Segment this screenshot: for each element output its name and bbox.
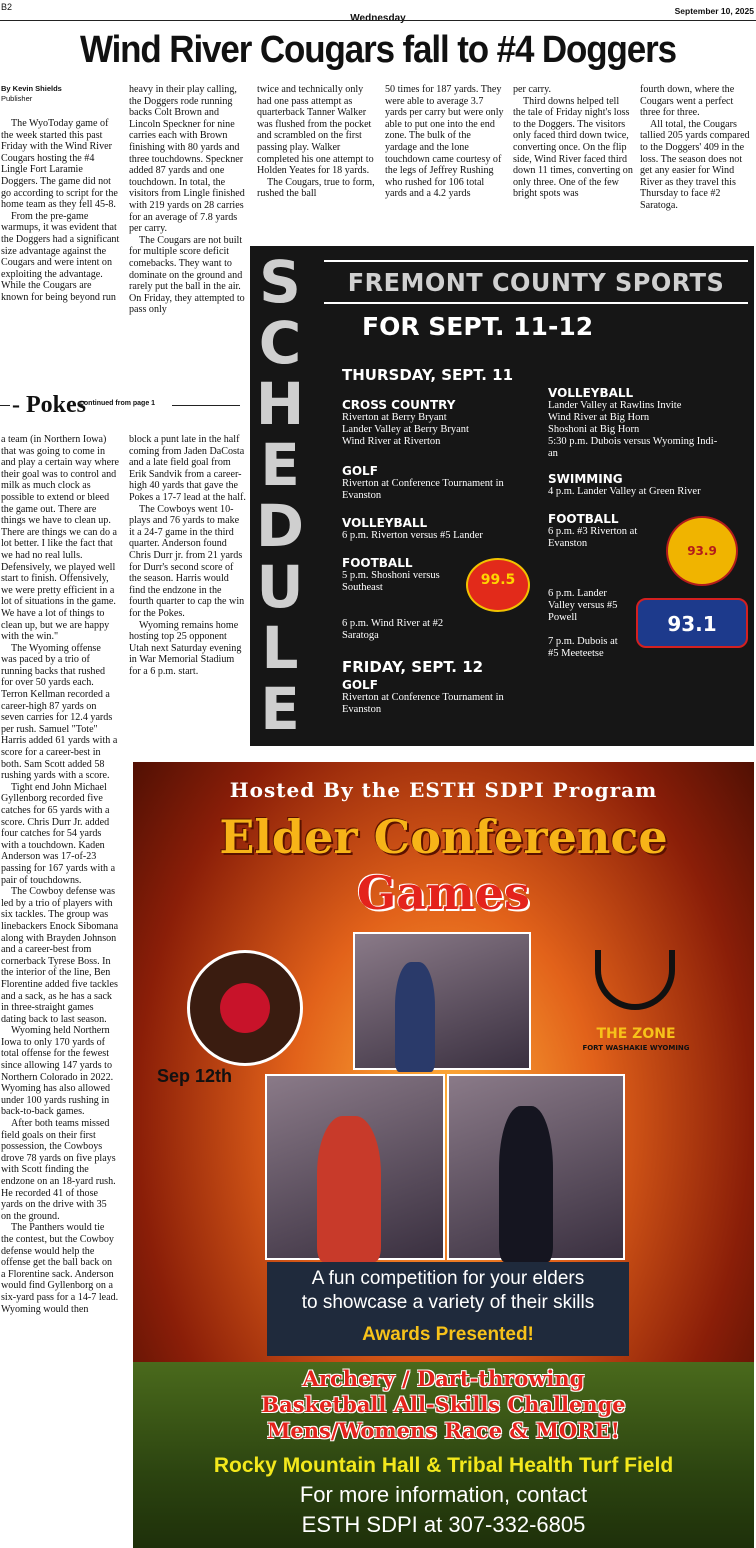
event-line: Riverton at Conference Tournament in (342, 692, 504, 703)
paragraph: The Cougars, true to form, rushed the ball (257, 176, 375, 200)
paragraph: Wyoming remains home hosting top 25 opponent Utah next Saturday evening in War Memorial Stadium for a 6 p.m. start. (129, 619, 242, 677)
paragraph: Wyoming held Northern Iowa to only 170 yards of total offense for the fewest since allowing 147 yards to Northern Colorado in 2022. Wyoming has also allowed under 100 yards rushing in back-to-back games. (1, 1025, 114, 1118)
pokes-column-1 (1, 434, 119, 1548)
logo-text: 99.5 (480, 572, 516, 588)
story-column-4 (385, 84, 505, 246)
sport-heading: VOLLEYBALL (548, 386, 634, 400)
story-column-3 (257, 84, 377, 246)
event-football-right-3 (548, 636, 638, 660)
schedule-vertical-title (252, 248, 308, 743)
activity-line: Mens/Womens Race & MORE! (267, 1418, 620, 1443)
byline-role: Publisher (1, 94, 33, 103)
awards-line: Awards Presented! (362, 1324, 534, 1345)
eastern-shoshone-seal (187, 950, 303, 1066)
ad-title: Elder Conference (219, 810, 668, 864)
page-number: B2 (1, 2, 13, 12)
sport-heading: FOOTBALL (342, 556, 413, 570)
event-date: Sep 12th (157, 1066, 233, 1086)
event-cross-country (342, 398, 532, 448)
event-line: Wind River at Big Horn (548, 412, 650, 423)
story-column-2 (129, 84, 247, 374)
event-line: 6 p.m. Riverton versus #5 Lander (342, 530, 483, 541)
event-line: Evanston (548, 538, 588, 549)
sport-heading: FOOTBALL (548, 512, 619, 526)
event-line: Powell (548, 612, 578, 623)
photo-figure (395, 962, 435, 1072)
sport-heading: GOLF (342, 678, 378, 692)
ad-hosted-by: Hosted By the ESTH SDPI Program (229, 778, 658, 802)
vertical-letter: H (255, 370, 305, 438)
activity-line: Archery / Dart-throwing (302, 1366, 585, 1391)
vertical-letter: D (255, 492, 305, 560)
paragraph: fourth down, where the Cougars went a perfect three for three. (640, 84, 735, 119)
event-line: 6 p.m. Lander (548, 588, 607, 599)
paragraph: The Panthers would tie the contest, but the Cowboy defense would help the offense get the ball back on a Florentine sack. Anderson would find Gyllenborg on a six-yard pass for a 14-7 lead. Wyoming would then (1, 1222, 119, 1315)
photo-figure (499, 1106, 553, 1262)
rule (0, 405, 10, 406)
paragraph: heavy in their play calling, the Doggers rode running backs Colt Brown and Lincoln Speckner for nine carries each with Brown finishing with 80 yards and three touchdowns. Speckner added 87 yards and one touchdown. In total, the visitors from Lingle finished with 219 yards on 28 carries for an average of 7.8 yards per carry. (129, 84, 245, 235)
event-line: 6 p.m. #3 Riverton at (548, 526, 638, 537)
bull-horns-icon (595, 950, 675, 1010)
rule (172, 405, 240, 406)
rule (324, 302, 748, 304)
paragraph: All total, the Cougars tallied 205 yards compared to the Doggers' 409 in the loss. The season does not get any easier for Wind River as they travel this Thursday to face #2 Saratoga. (640, 118, 750, 211)
photo-archery (447, 1074, 625, 1260)
elder-conference-ad (133, 762, 754, 1548)
event-line: Evanston (342, 490, 382, 501)
vertical-letter: S (259, 248, 301, 316)
event-line: 6 p.m. Wind River at #2 (342, 618, 444, 629)
logo-text: 93.9 (687, 544, 717, 558)
zone-name: THE ZONE (596, 1026, 676, 1042)
paragraph: The Cowboy defense was led by a trio of players with six tackles. The group was linebackers Enock Sibomana along with Brayden Johnson and a career-best from cornerback Tyrese Boss. In the interior of the line, Ben Florentine added five tackles and a sack, as he has a sack in three-straight games dating back to last season. (1, 886, 119, 1025)
schedule-subtitle: FOR SEPT. 11-12 (362, 312, 594, 341)
header-rule (0, 20, 756, 21)
event-line: #5 Meeteetse (548, 648, 604, 659)
event-line: 4 p.m. Lander Valley at Green River (548, 486, 701, 497)
sport-heading: VOLLEYBALL (342, 516, 428, 530)
event-line: Valley versus #5 (548, 600, 618, 611)
byline-name: By Kevin Shields (1, 84, 62, 93)
event-line: Wind River at Riverton (342, 436, 441, 447)
vertical-letter: E (260, 675, 300, 743)
sports-schedule (250, 246, 754, 746)
paragraph: The WyoToday game of the week started this past Friday with the Wind River Cougars hosting the #4 Lingle Fort Laramie Doggers. The game did not go according to script for the home team as they fell 45-8. (1, 118, 118, 211)
rule (324, 260, 748, 262)
photo-basketball (353, 932, 531, 1070)
paragraph: The Cougars are not built for multiple score deficit comebacks. They want to dominate on the ground and rarely put the ball in the air. On Friday, they attempted to pass only (129, 234, 245, 316)
event-line: Saratoga (342, 630, 379, 641)
description-panel (267, 1262, 629, 1356)
paragraph: The Cowboys went 10-plays and 76 yards to make it a 24-7 game in the third quarter. Anderson found Chris Durr jr. from 21 yards for Durr's second score of the season. Harris would find the endzone in the fourth quarter to cap the win for the Pokes. (129, 503, 245, 619)
story-column-6 (640, 84, 755, 246)
ad-title-games: Games (357, 866, 530, 920)
pokes-jump-label (0, 392, 248, 418)
event-line: 5 p.m. Shoshoni versus (342, 570, 440, 581)
event-football-right-2 (548, 588, 638, 624)
schedule-title: FREMONT COUNTY SPORTS (347, 268, 725, 297)
photo-figure (317, 1116, 381, 1262)
event-line: Lander Valley at Berry Bryant (342, 424, 469, 435)
vertical-letter: L (261, 614, 299, 682)
paragraph: Third downs helped tell the tale of Friday night's loss to the Doggers. The visitors only faced third down twice, converting once. On the flip side, Wind River faced third down 11 times, converting on only three. One of the few bright spots was (513, 95, 633, 200)
logo-text: 93.1 (667, 612, 717, 636)
activity-line: Basketball All-Skills Challenge (261, 1392, 626, 1417)
pokes-column-2 (129, 434, 247, 750)
story-column-5 (513, 84, 633, 246)
event-golf (342, 464, 542, 502)
event-friday-golf (342, 678, 542, 716)
event-line: Riverton at Berry Bryant (342, 412, 447, 423)
spacer (342, 594, 472, 618)
seal-rose (220, 983, 270, 1033)
event-swimming (548, 472, 748, 498)
day-friday: FRIDAY, SEPT. 12 (342, 658, 484, 676)
zone-location: FORT WASHAKIE WYOMING (582, 1044, 690, 1052)
vertical-letter: E (260, 431, 300, 499)
header-date: September 10, 2025 (674, 6, 754, 16)
description-line: A fun competition for your elders (311, 1268, 585, 1289)
event-volleyball (342, 516, 542, 542)
event-line: Evanston (342, 704, 382, 715)
header-day: Wednesday (350, 13, 406, 24)
paragraph: a team (in Northern Iowa) that was going to come in and play a certain way where their goal was to control and milk as much clock as possible to extend or bleed the game out. There are things we have to clean up. There are things we can do a lot better. I like the fact that we had no real lulls. Defensively, we played well start to finish. Offensively, we were pretty efficient in a lot of situations in the game. We have a lot of things to clean up, but we are happy with the win." (1, 434, 119, 643)
event-line: Riverton at Conference Tournament in (342, 478, 504, 489)
sport-heading: CROSS COUNTRY (342, 398, 456, 412)
radio-logo-ktak (666, 516, 738, 586)
the-zone-logo (581, 950, 691, 1070)
paragraph: per carry. (513, 84, 552, 95)
photo-dart-throwing (265, 1074, 445, 1260)
vertical-letter: U (256, 553, 304, 621)
event-line: Shoshoni at Big Horn (548, 424, 640, 435)
continued-note: continued from page 1 (80, 400, 156, 407)
day-thursday: THURSDAY, SEPT. 11 (342, 366, 514, 384)
vertical-letter: C (258, 309, 302, 377)
headline: Wind River Cougars fall to #4 Doggers (79, 29, 676, 71)
event-football (342, 556, 472, 642)
radio-logo-hitz (466, 558, 530, 612)
byline (1, 84, 120, 104)
paragraph: The Wyoming offense was paced by a trio of running backs that rushed for over 50 yards each. Terron Kellman recorded a career-high 87 yards on seven carries for 12.4 yards per rush. Samuel "Tote" Harris added 61 yards with a score for a career-best in both. Sam Scott added 58 rushing yards with a score. (1, 642, 118, 782)
event-volleyball-right (548, 386, 748, 460)
event-line: 5:30 p.m. Dubois versus Wyoming Indi- (548, 436, 718, 447)
event-football-right (548, 512, 658, 550)
contact-line: For more information, contact (299, 1482, 588, 1507)
paragraph: twice and technically only had one pass attempt as quarterback Tanner Walker was flushed from the pocket and scrambled on the first passing play. Walker completed his one attempt to Holden Yeates for 18 yards. (257, 84, 374, 177)
event-line: Lander Valley at Rawlins Invite (548, 400, 682, 411)
contact-phone: ESTH SDPI at 307-332-6805 (301, 1512, 586, 1537)
paragraph: After both teams missed field goals on their first possession, the Cowboys drove 78 yards on five plays with Scott finding the endzone on an 18-yard rush. He recorded 41 of those yards on the drive with 35 on the ground. (1, 1118, 116, 1222)
event-line: 7 p.m. Dubois at (548, 636, 618, 647)
event-line: an (548, 448, 558, 459)
pokes-title: - Pokes (12, 392, 86, 418)
paragraph: 50 times for 187 yards. They were able to average 3.7 yards per carry but were only able to put one into the end zone. The bulk of the yardage and the lone touchdown came courtesy of the legs of Jeffrey Rushing who rushed for 106 total yards and a 4.2 yards (385, 84, 504, 200)
paragraph: From the pre-game warmups, it was evident that the Doggers had a significant size advantage against the Cougars and were intent on exploiting the advantage. While the Cougars are known for being beyond run (1, 210, 120, 303)
paragraph: block a punt late in the half coming from Jaden DaCosta and a late field goal from Erik Sandvik from a career-high 40 yards that gave the Pokes a 17-7 lead at the half. (129, 434, 246, 503)
radio-logo-kfcw (636, 598, 748, 648)
story-column-1 (1, 84, 120, 384)
event-line: Southeast (342, 582, 383, 593)
sport-heading: SWIMMING (548, 472, 623, 486)
paragraph: Tight end John Michael Gyllenborg recorded five catches for 65 yards with a score. Chris Durr Jr. added four catches for 54 yards with a touchdown. Kaden Anderson was 17-of-23 passing for 167 yards with a pair of touchdowns. (1, 781, 116, 886)
event-location: Rocky Mountain Hall & Tribal Health Turf Field (213, 1454, 674, 1477)
sport-heading: GOLF (342, 464, 378, 478)
description-line: to showcase a variety of their skills (301, 1292, 595, 1313)
